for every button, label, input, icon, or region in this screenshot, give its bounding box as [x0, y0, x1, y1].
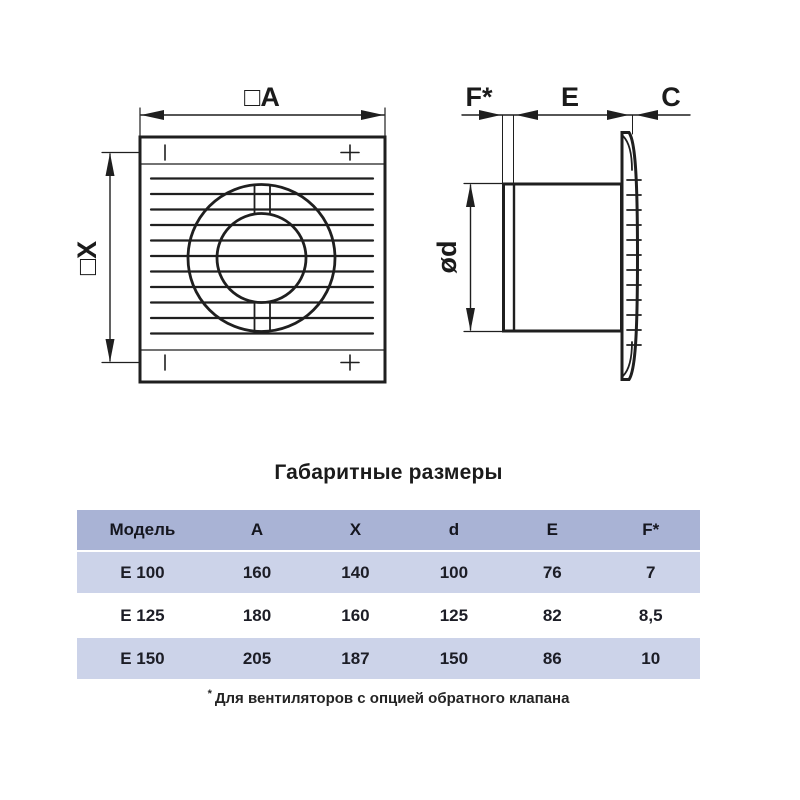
dim-label-d: ød — [432, 240, 462, 274]
duct-body — [504, 184, 622, 331]
side-view — [432, 82, 690, 380]
dim-label-e: E — [560, 82, 580, 112]
dimensions-table — [77, 510, 700, 679]
cell-x: 140 — [341, 562, 370, 582]
cell-x: 187 — [341, 648, 370, 668]
cell-f: 10 — [641, 648, 661, 668]
dim-label-x: □X — [72, 240, 102, 276]
cell-x: 160 — [341, 605, 370, 625]
cell-e: 82 — [542, 605, 562, 625]
arrow-left-icon — [141, 110, 164, 120]
arrow-up-icon — [106, 153, 115, 176]
cell-d: 125 — [439, 605, 469, 625]
cell-model: E 100 — [120, 562, 165, 582]
cell-model: E 150 — [120, 648, 165, 668]
table-row — [77, 636, 700, 679]
fan-faceplate-square — [140, 137, 385, 382]
arrow-left-icon — [516, 110, 538, 120]
column-header-model: Модель — [109, 520, 176, 539]
cell-model: E 125 — [120, 605, 165, 625]
arrow-down-icon — [466, 308, 475, 331]
column-header-a: A — [250, 520, 264, 539]
faceplate-profile — [622, 133, 641, 380]
cell-e: 86 — [542, 648, 562, 668]
footnote — [37, 688, 740, 707]
column-header-x: X — [349, 520, 362, 539]
column-header-e: E — [546, 520, 558, 539]
column-header-f: F* — [642, 520, 660, 539]
cell-f: 7 — [645, 562, 656, 582]
dimension-d — [432, 184, 502, 332]
table-header-row — [77, 510, 700, 550]
arrow-right-icon — [607, 110, 629, 120]
front-view — [72, 82, 385, 382]
dim-label-c: C — [661, 82, 681, 112]
cell-f: 8,5 — [638, 605, 663, 625]
dim-label-f: F* — [465, 82, 493, 112]
cell-a: 160 — [242, 562, 272, 582]
dimension-a — [140, 82, 385, 136]
table-row — [77, 550, 700, 593]
arrow-right-icon — [361, 110, 384, 120]
table-row — [77, 593, 700, 636]
cell-e: 76 — [542, 562, 562, 582]
arrow-left-icon — [636, 110, 658, 120]
column-header-d: d — [448, 520, 460, 539]
arrow-up-icon — [466, 184, 475, 207]
dimension-fec — [462, 82, 690, 183]
footnote-text: Для вентиляторов с опцией обратного клапана — [214, 690, 570, 707]
cell-a: 180 — [242, 605, 272, 625]
cell-d: 100 — [439, 562, 469, 582]
cell-a: 205 — [242, 648, 272, 668]
dim-label-a: □A — [244, 82, 280, 112]
table-title: Габаритные размеры — [274, 461, 503, 484]
cell-d: 150 — [439, 648, 469, 668]
footnote-marker: * — [207, 688, 212, 700]
arrow-down-icon — [106, 339, 115, 362]
